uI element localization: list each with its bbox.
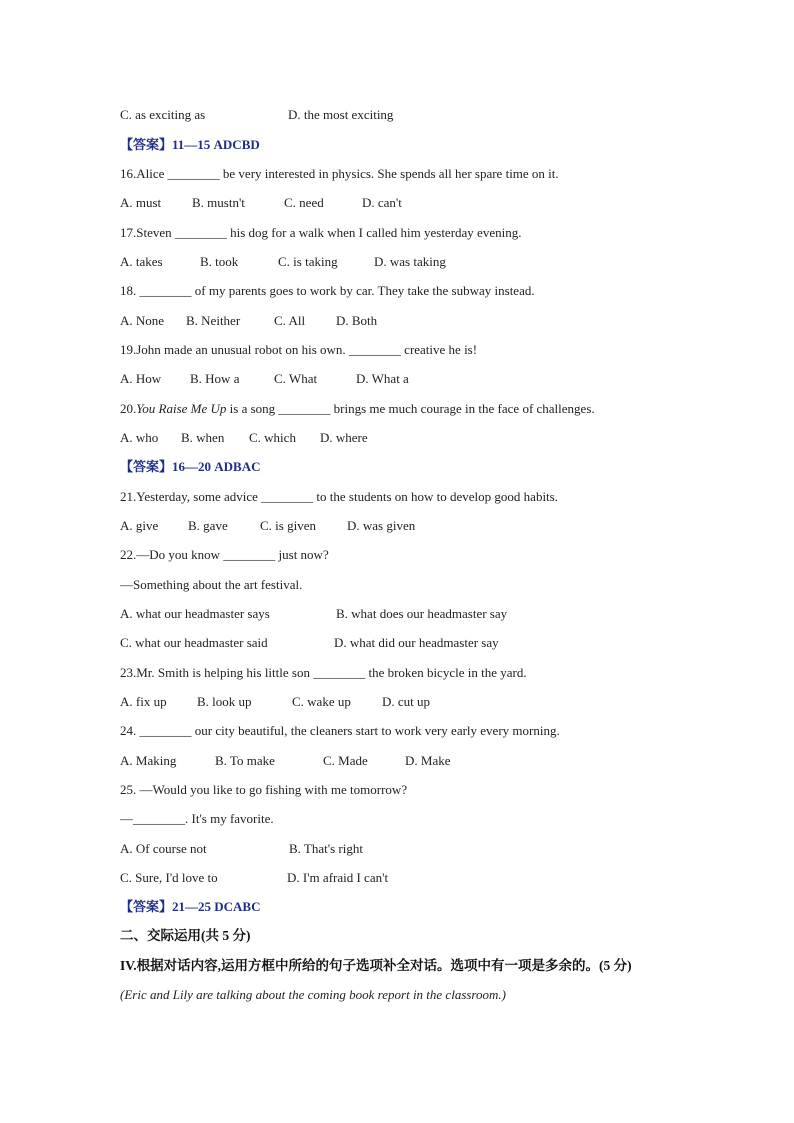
- song-title: You Raise Me Up: [136, 401, 227, 416]
- option-a: A. Making: [120, 753, 177, 768]
- option-a: A. How: [120, 371, 162, 386]
- option-c: C. All: [274, 313, 306, 328]
- option-b: B. when: [181, 430, 225, 445]
- option-c: C. which: [249, 430, 296, 445]
- question-19: 19.John made an unusual robot on his own. ________ creative he is!: [120, 342, 478, 357]
- option-b: B. gave: [188, 518, 228, 533]
- option-a: A. fix up: [120, 694, 167, 709]
- option-a: A. takes: [120, 254, 163, 269]
- option-a: A. who: [120, 430, 159, 445]
- option-b: B. How a: [190, 371, 240, 386]
- option-a: A. None: [120, 313, 165, 328]
- question-25-reply: —________. It's my favorite.: [120, 811, 274, 826]
- question-18: 18. ________ of my parents goes to work by car. They take the subway instead.: [120, 283, 535, 298]
- option-a: A. must: [120, 195, 162, 210]
- option-d: D. Make: [405, 753, 451, 768]
- option-d: D. cut up: [382, 694, 431, 709]
- option-c: C. need: [284, 195, 324, 210]
- option-d: D. What a: [356, 371, 409, 386]
- option-a: A. Of course not: [120, 841, 207, 856]
- option-b: B. To make: [215, 753, 275, 768]
- option-a: A. what our headmaster says: [120, 606, 270, 621]
- option-a: A. give: [120, 518, 159, 533]
- option-c: C. Sure, I'd love to: [120, 870, 218, 885]
- option-b: B. what does our headmaster say: [336, 606, 508, 621]
- question-21: 21.Yesterday, some advice ________ to the students on how to develop good habits.: [120, 489, 558, 504]
- answer-key: 【答案】21—25 DCABC: [120, 899, 261, 914]
- section-heading: 二、交际运用(共 5 分): [120, 928, 251, 943]
- option-d: D. the most exciting: [288, 107, 394, 122]
- option-b: B. That's right: [289, 841, 363, 856]
- option-c: C. is taking: [278, 254, 338, 269]
- option-c: C. Made: [323, 753, 368, 768]
- option-b: B. mustn't: [192, 195, 245, 210]
- question-23: 23.Mr. Smith is helping his little son ________ the broken bicycle in the yard.: [120, 665, 527, 680]
- option-d: D. Both: [336, 313, 378, 328]
- option-d: D. where: [320, 430, 368, 445]
- answer-key: 【答案】16—20 ADBAC: [120, 459, 261, 474]
- question-22: 22.—Do you know ________ just now?: [120, 547, 329, 562]
- answer-key: 【答案】11—15 ADCBD: [120, 137, 260, 152]
- option-c: C. is given: [260, 518, 316, 533]
- option-d: D. can't: [362, 195, 402, 210]
- question-20: [120, 401, 595, 417]
- question-25: 25. —Would you like to go fishing with me tomorrow?: [120, 782, 408, 797]
- question-17: 17.Steven ________ his dog for a walk when I called him yesterday evening.: [120, 225, 522, 240]
- option-c: C. wake up: [292, 694, 351, 709]
- option-d: D. was taking: [374, 254, 446, 269]
- option-d: D. I'm afraid I can't: [287, 870, 389, 885]
- option-c: C. What: [274, 371, 318, 386]
- option-d: D. was given: [347, 518, 416, 533]
- question-number: 20.: [120, 401, 137, 416]
- question-22-reply: —Something about the art festival.: [120, 577, 303, 592]
- dialogue-context: (Eric and Lily are talking about the coming book report in the classroom.): [120, 987, 506, 1002]
- question-24: 24. ________ our city beautiful, the cleaners start to work very early every morning.: [120, 723, 560, 738]
- option-b: B. took: [200, 254, 239, 269]
- option-c: C. as exciting as: [120, 107, 206, 122]
- option-b: B. look up: [197, 694, 252, 709]
- option-b: B. Neither: [186, 313, 241, 328]
- option-c: C. what our headmaster said: [120, 635, 268, 650]
- part-instructions: IV.根据对话内容,运用方框中所给的句子选项补全对话。选项中有一项是多余的。(5 分): [120, 958, 632, 973]
- question-text: is a song ________ brings me much courage in the face of challenges.: [226, 401, 595, 416]
- question-16: 16.Alice ________ be very interested in physics. She spends all her spare time on it.: [120, 166, 559, 181]
- option-d: D. what did our headmaster say: [334, 635, 499, 650]
